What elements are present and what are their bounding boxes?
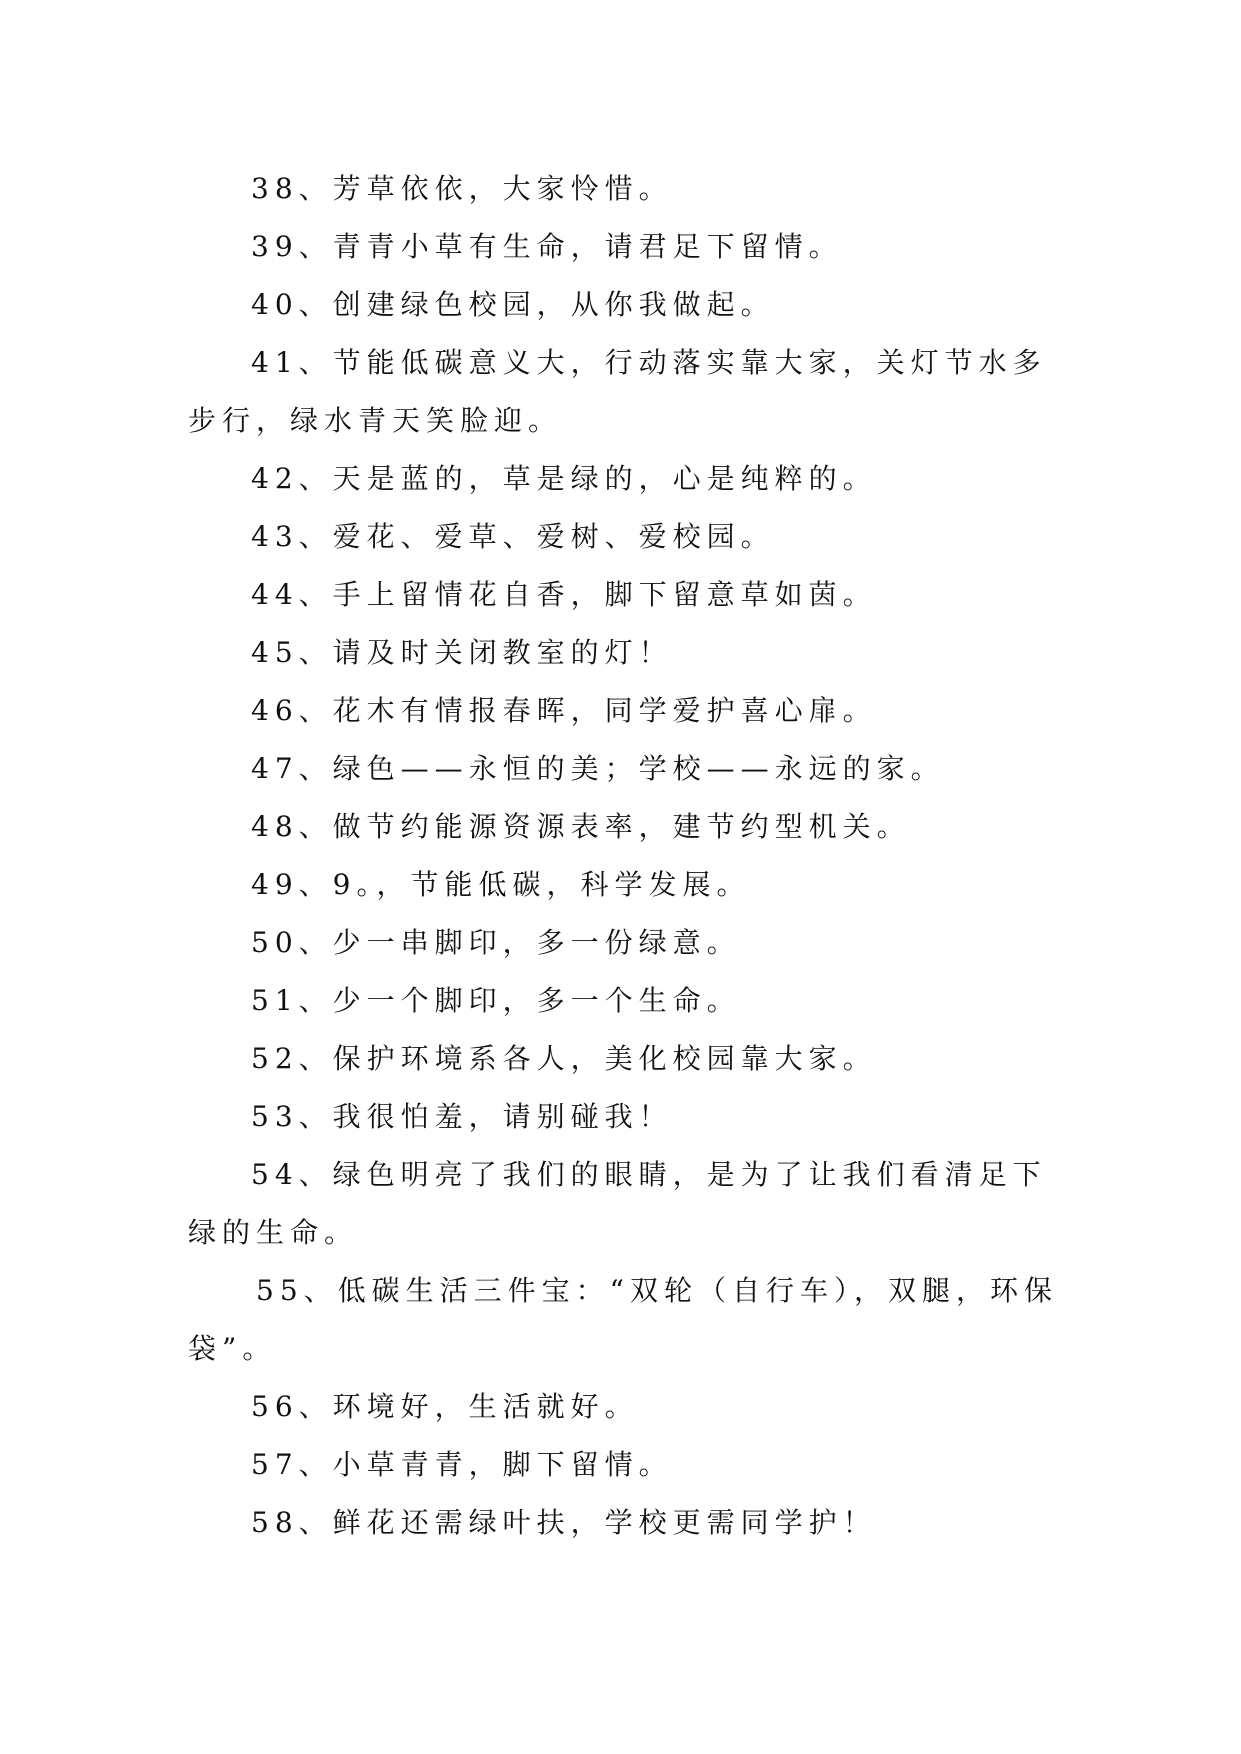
list-item: 49、9。，节能低碳，科学发展。 xyxy=(251,868,751,901)
list-item: 41、节能低碳意义大，行动落实靠大家，关灯节水多步行，绿水青天笑脸迎。 xyxy=(188,346,1047,437)
list-item: 47、绿色——永恒的美；学校——永远的家。 xyxy=(251,752,945,785)
list-item: 50、少一串脚印，多一份绿意。 xyxy=(251,926,741,959)
list-item: 44、手上留情花自香，脚下留意草如茵。 xyxy=(251,578,877,611)
list-item: 38、芳草依依，大家怜惜。 xyxy=(251,172,673,205)
list-item: 58、鲜花还需绿叶扶，学校更需同学护！ xyxy=(251,1506,877,1539)
list-item: 54、绿色明亮了我们的眼睛，是为了让我们看清足下绿的生命。 xyxy=(188,1158,1047,1249)
list-item: 55、低碳生活三件宝：“双轮（自行车），双腿，环保袋”。 xyxy=(188,1274,1058,1365)
list-item: 48、做节约能源资源表率，建节约型机关。 xyxy=(251,810,911,843)
list-item: 46、花木有情报春晖，同学爱护喜心扉。 xyxy=(251,694,877,727)
list-item: 53、我很怕羞，请别碰我！ xyxy=(251,1100,673,1133)
list-item: 45、请及时关闭教室的灯！ xyxy=(251,636,673,669)
list-item: 39、青青小草有生命，请君足下留情。 xyxy=(251,230,843,263)
list-item: 43、爱花、爱草、爱树、爱校园。 xyxy=(251,520,775,553)
list-item: 52、保护环境系各人，美化校园靠大家。 xyxy=(251,1042,877,1075)
list-item: 42、天是蓝的，草是绿的，心是纯粹的。 xyxy=(251,462,877,495)
list-item: 51、少一个脚印，多一个生命。 xyxy=(251,984,741,1017)
list-item: 56、环境好，生活就好。 xyxy=(251,1390,639,1423)
slogan-list xyxy=(188,160,1060,1552)
list-item: 57、小草青青，脚下留情。 xyxy=(251,1448,673,1481)
list-item: 40、创建绿色校园，从你我做起。 xyxy=(251,288,775,321)
